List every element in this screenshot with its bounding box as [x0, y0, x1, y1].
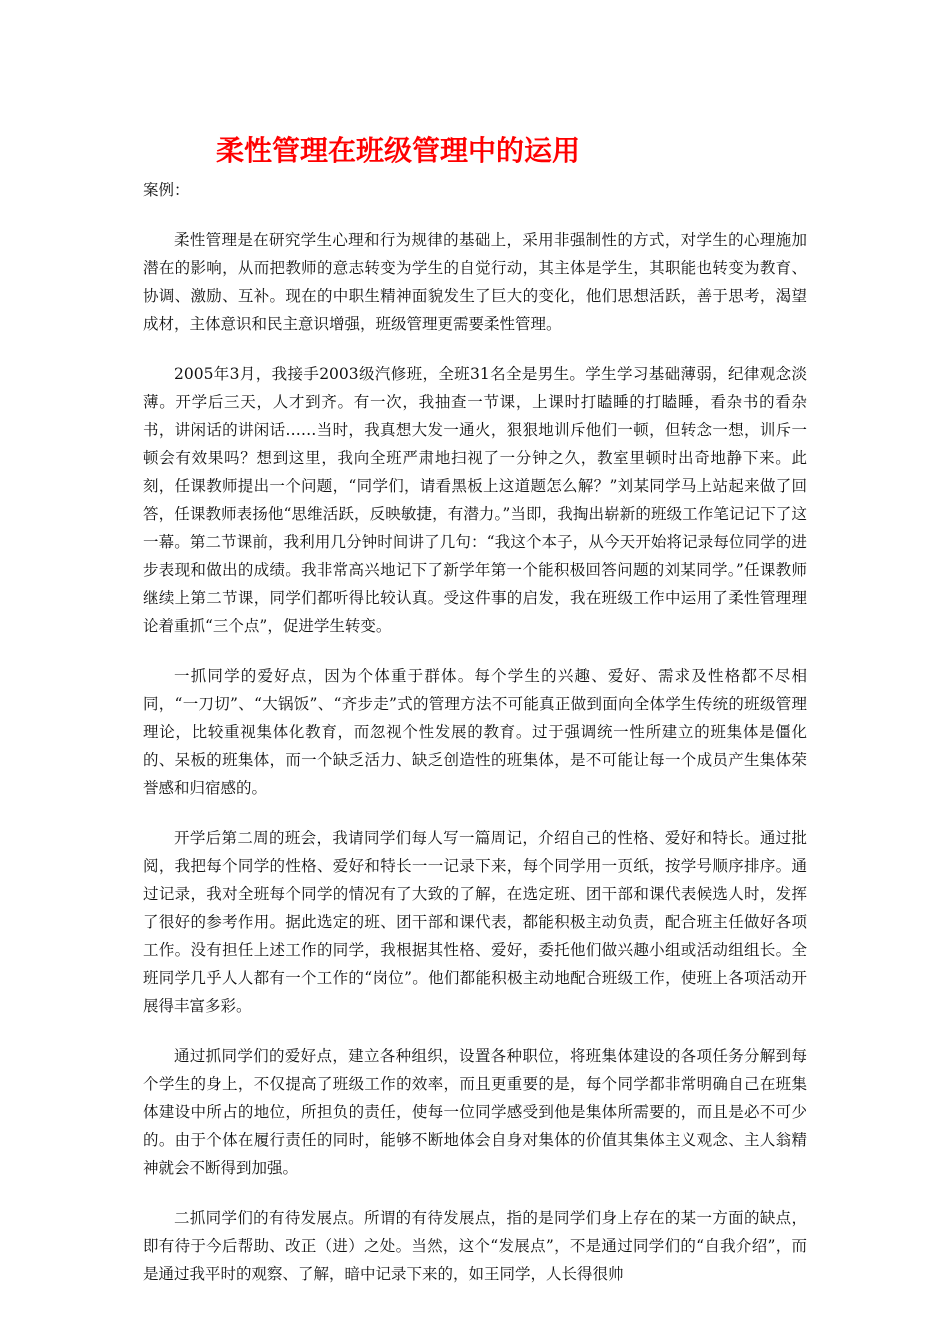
paragraph-hobby-point: 一抓同学的爱好点，因为个体重于群体。每个学生的兴趣、爱好、需求及性格都不尽相同，“一刀切”、“大锅饭”、“齐步走”式的管理方法不可能真正做到面向全体学生传统的班级管理理论，比较重视集体化教育，而忽视个性发展的教育。过于强调统一性所建立的班集体是僵化的、呆板的班集体，而一个缺乏活力、缺乏创造性的班集体，是不可能让每一个成员产生集体荣誉感和归宿感的。 [143, 667, 807, 797]
document-title: 柔性管理在班级管理中的运用 [216, 134, 581, 167]
case-label: 案例： [143, 181, 190, 199]
paragraph-intro: 柔性管理是在研究学生心理和行为规律的基础上，采用非强制性的方式，对学生的心理施加潜在的影响，从而把教师的意志转变为学生的自觉行动，其主体是学生，其职能也转变为教育、协调、激励、互补。现在的中职生精神面貌发生了巨大的变化，他们思想活跃，善于思考，渴望成材，主体意识和民主意识增强，班级管理更需要柔性管理。 [143, 231, 807, 333]
paragraph-case-story: 2005年3月，我接手2003级汽修班，全班31名全是男生。学生学习基础薄弱，纪律观念淡薄。开学后三天，人才到齐。有一次，我抽查一节课，上课时打瞌睡的打瞌睡，看杂书的看杂书，讲闲话的讲闲话……当时，我真想大发一通火，狠狠地训斥他们一顿，但转念一想，训斥一顿会有效果吗？想到这里，我向全班严肃地扫视了一分钟之久，教室里顿时出奇地静下来。此刻，任课教师提出一个问题，“同学们，请看黑板上这道题怎么解？”刘某同学马上站起来做了回答，任课教师表扬他“思维活跃，反映敏捷，有潜力。”当即，我掏出崭新的班级工作笔记记下了这一幕。第二节课前，我利用几分钟时间讲了几句：“我这个本子，从今天开始将记录每位同学的进步表现和做出的成绩。我非常高兴地记下了新学年第一个能积极回答问题的刘某同学。”任课教师继续上第二节课，同学们都听得比较认真。受这件事的启发，我在班级工作中运用了柔性管理理论着重抓“三个点”，促进学生转变。 [143, 365, 807, 635]
paragraph-weekly-journal: 开学后第二周的班会，我请同学们每人写一篇周记，介绍自己的性格、爱好和特长。通过批阅，我把每个同学的性格、爱好和特长一一记录下来，每个同学用一页纸，按学号顺序排序。通过记录，我对全班每个同学的情况有了大致的了解，在选定班、团干部和课代表候选人时，发挥了很好的参考作用。据此选定的班、团干部和课代表，都能积极主动负责，配合班主任做好各项工作。没有担任上述工作的同学，我根据其性格、爱好，委托他们做兴趣小组或活动组组长。全班同学几乎人人都有一个工作的“岗位”。他们都能积极主动地配合班级工作，使班上各项活动开展得丰富多彩。 [143, 829, 807, 1015]
document-body [143, 226, 807, 1310]
paragraph-development-point: 二抓同学们的有待发展点。所谓的有待发展点，指的是同学们身上存在的某一方面的缺点，即有待于今后帮助、改正（进）之处。当然，这个“发展点”，不是通过同学们的“自我介绍”，而是通过我平时的观察、了解，暗中记录下来的，如王同学，人长得很帅 [143, 1209, 807, 1283]
paragraph-organization: 通过抓同学们的爱好点，建立各种组织，设置各种职位，将班集体建设的各项任务分解到每个学生的身上，不仅提高了班级工作的效率，而且更重要的是，每个同学都非常明确自己在班集体建设中所占的地位，所担负的责任，使每一位同学感受到他是集体所需要的，而且是必不可少的。由于个体在履行责任的同时，能够不断地体会自身对集体的价值其集体主义观念、主人翁精神就会不断得到加强。 [143, 1047, 807, 1177]
